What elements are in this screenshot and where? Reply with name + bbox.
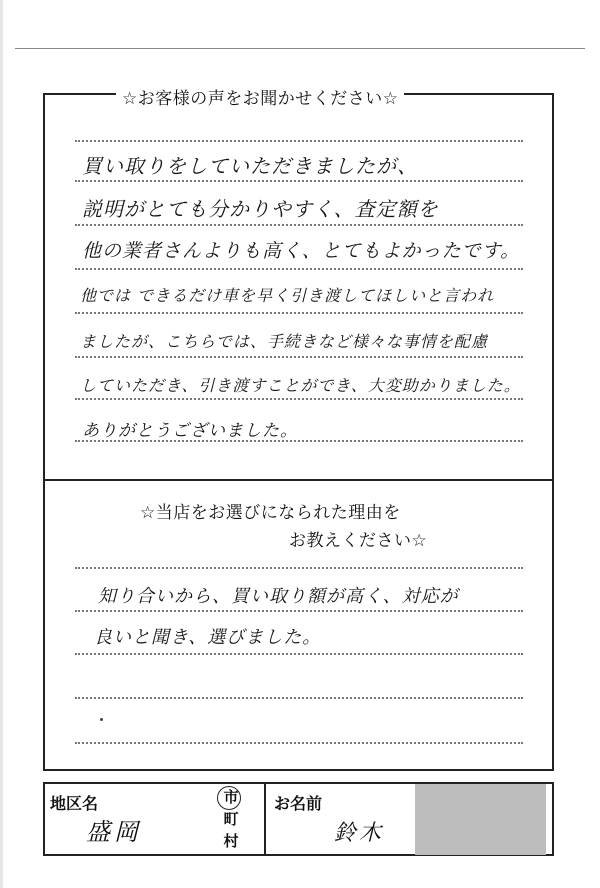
city-type-mura: 村 [223, 832, 239, 850]
dotted-rule [75, 742, 523, 744]
voice-line-5: ましたが、こちらでは、手続きなど様々な事情を配慮 [80, 332, 488, 351]
reason-line-2: 良いと聞き、選びました。 [94, 627, 322, 648]
dotted-rule [75, 224, 523, 226]
voice-line-3: 他の業者さんよりも高く、とてもよかったです。 [82, 240, 521, 262]
voice-section-title: ☆お客様の声をお聞かせください☆ [116, 84, 404, 109]
footer-divider [264, 782, 266, 856]
voice-line-7: ありがとうございました。 [82, 421, 298, 441]
reason-section-title: ☆当店をお選びになられた理由を [140, 503, 401, 523]
paper-top-rule [15, 48, 585, 49]
dotted-rule [75, 140, 523, 142]
reason-line-1: 知り合いから、買い取り額が高く、対応が [98, 586, 459, 607]
voice-line-6: していただき、引き渡すことができ、大変助かりました。 [80, 376, 521, 395]
dotted-rule [75, 567, 523, 569]
city-type-shi: 市 [223, 788, 239, 806]
dotted-rule [75, 398, 523, 400]
name-label: お名前 [274, 794, 323, 813]
voice-line-2: 説明がとても分かりやすく、査定額を [82, 197, 439, 221]
paper-edge [0, 0, 3, 888]
dotted-rule [75, 180, 523, 182]
area-label: 地区名 [50, 794, 99, 813]
city-type-machi: 町 [223, 810, 239, 828]
voice-line-1: 買い取りをしていただきましたが、 [82, 154, 418, 178]
name-value: 鈴木 [334, 821, 385, 846]
city-type-options [219, 786, 243, 852]
dotted-rule [75, 653, 523, 655]
section-divider [43, 479, 554, 481]
reason-section-title-cont: お教えください☆ [289, 531, 428, 551]
dotted-rule [75, 312, 523, 314]
area-value: 盛岡 [86, 818, 142, 846]
dotted-rule [75, 268, 523, 270]
voice-line-4: 他では できるだけ車を早く引き渡してほしいと言われ [80, 286, 495, 305]
dotted-rule [75, 697, 523, 699]
dotted-rule [75, 610, 523, 612]
ink-speck [100, 718, 103, 721]
redaction-block [415, 784, 546, 855]
dotted-rule [75, 356, 523, 358]
